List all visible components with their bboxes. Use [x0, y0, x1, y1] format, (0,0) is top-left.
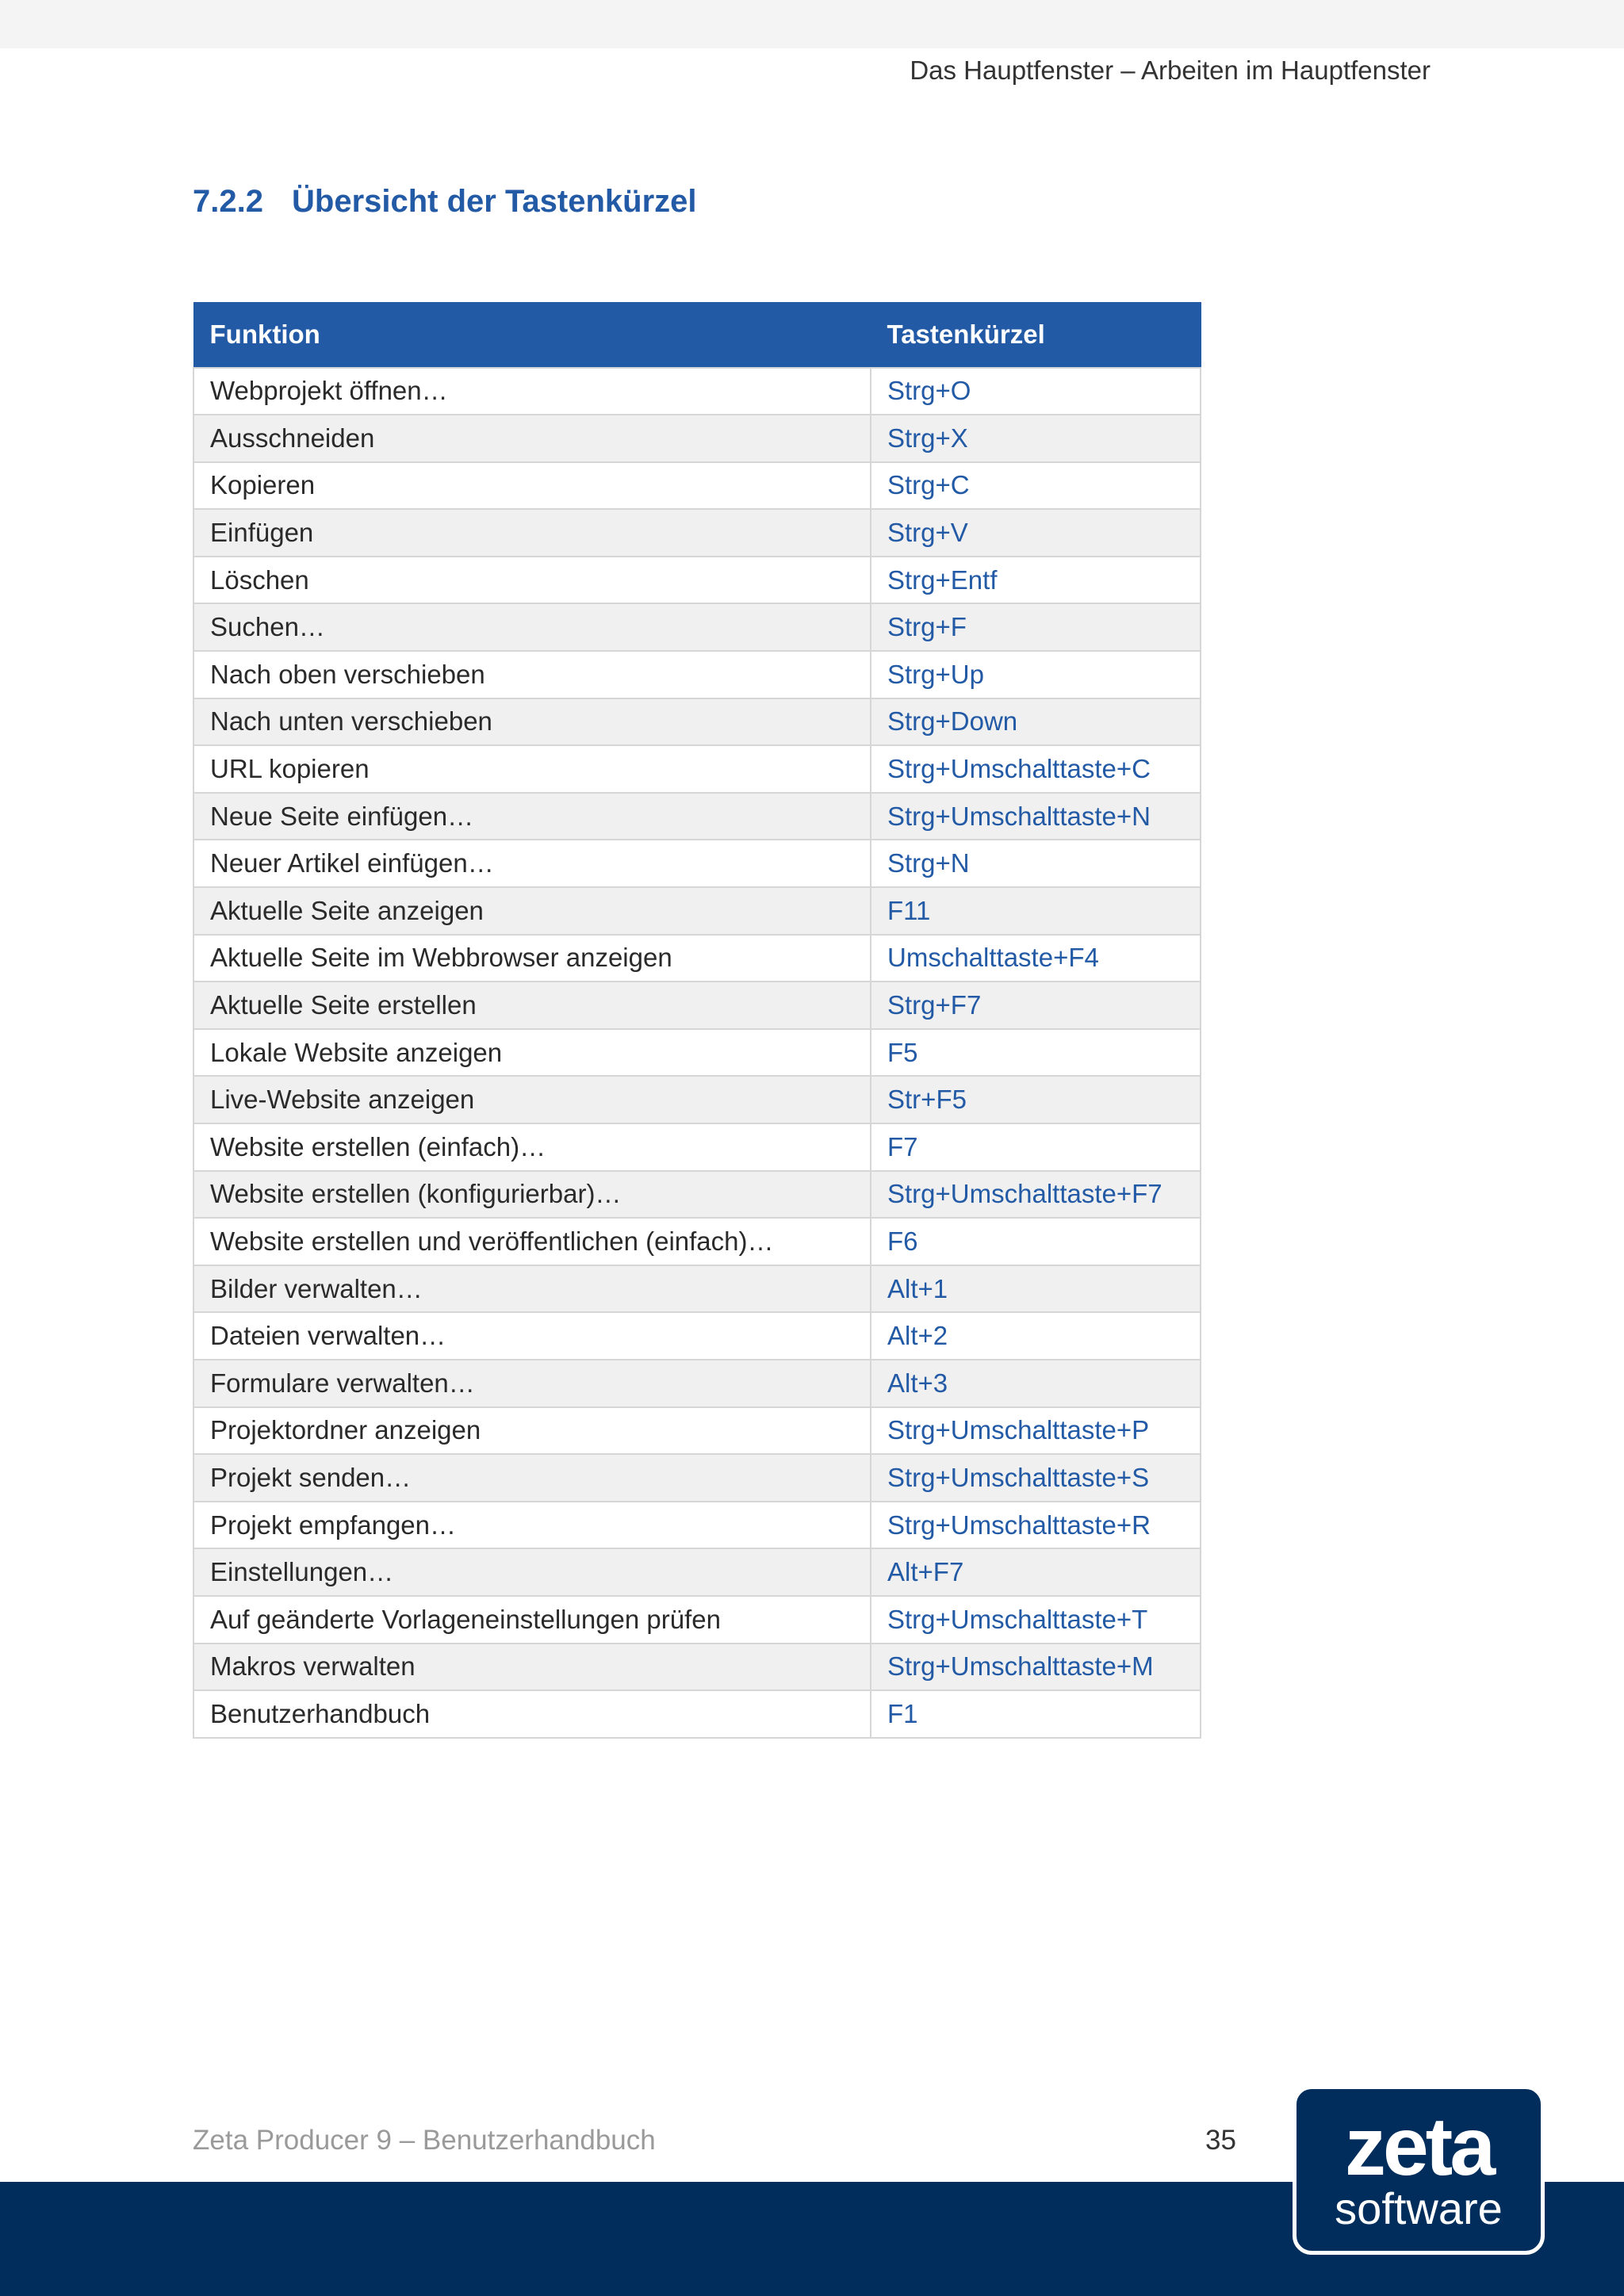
- shortcut-cell: Strg+Umschalttaste+F7: [871, 1171, 1201, 1219]
- shortcut-cell: Strg+Up: [871, 651, 1201, 698]
- shortcut-cell: Alt+3: [871, 1360, 1201, 1407]
- page-number: 35: [1205, 2125, 1236, 2156]
- table-row: [193, 1690, 1201, 1738]
- function-cell: Einstellungen…: [193, 1548, 871, 1596]
- table-row: [193, 368, 1201, 415]
- table-row: [193, 1312, 1201, 1360]
- function-cell: Einfügen: [193, 509, 871, 557]
- table-row: [193, 1218, 1201, 1265]
- function-cell: Auf geänderte Vorlageneinstellungen prüfen: [193, 1596, 871, 1644]
- table-row: [193, 793, 1201, 840]
- shortcut-cell: Strg+X: [871, 415, 1201, 462]
- shortcut-cell: Alt+1: [871, 1265, 1201, 1313]
- footer-title: Zeta Producer 9 – Benutzerhandbuch: [193, 2125, 656, 2156]
- shortcut-cell: Strg+C: [871, 462, 1201, 510]
- shortcut-cell: Strg+Umschalttaste+N: [871, 793, 1201, 840]
- shortcut-cell: Strg+F: [871, 603, 1201, 651]
- shortcut-cell: Strg+V: [871, 509, 1201, 557]
- table-row: [193, 698, 1201, 746]
- shortcut-cell: Strg+O: [871, 368, 1201, 415]
- function-cell: Ausschneiden: [193, 415, 871, 462]
- shortcut-cell: Alt+2: [871, 1312, 1201, 1360]
- function-cell: Neue Seite einfügen…: [193, 793, 871, 840]
- top-strip: [0, 0, 1624, 48]
- shortcut-cell: Strg+Down: [871, 698, 1201, 746]
- table-row: [193, 745, 1201, 793]
- function-cell: Suchen…: [193, 603, 871, 651]
- table-row: [193, 603, 1201, 651]
- shortcut-cell: F11: [871, 887, 1201, 935]
- function-cell: Live-Website anzeigen: [193, 1076, 871, 1123]
- section-heading: [193, 184, 697, 220]
- function-cell: Projekt empfangen…: [193, 1502, 871, 1549]
- table-row: [193, 1360, 1201, 1407]
- function-cell: Formulare verwalten…: [193, 1360, 871, 1407]
- function-cell: Website erstellen und veröffentlichen (einfach)…: [193, 1218, 871, 1265]
- table-row: [193, 935, 1201, 982]
- table-row: [193, 1548, 1201, 1596]
- shortcut-cell: Strg+Umschalttaste+P: [871, 1407, 1201, 1455]
- function-cell: Neuer Artikel einfügen…: [193, 840, 871, 887]
- function-cell: URL kopieren: [193, 745, 871, 793]
- table-row: [193, 1265, 1201, 1313]
- zeta-software-logo: [1293, 2085, 1545, 2255]
- shortcut-cell: Alt+F7: [871, 1548, 1201, 1596]
- table-row: [193, 415, 1201, 462]
- function-cell: Nach oben verschieben: [193, 651, 871, 698]
- running-header: Das Hauptfenster – Arbeiten im Hauptfenster: [910, 55, 1431, 85]
- logo-mark: [1297, 2089, 1541, 2251]
- column-header-function: Funktion: [193, 303, 871, 368]
- table-row: [193, 1454, 1201, 1502]
- function-cell: Webprojekt öffnen…: [193, 368, 871, 415]
- table-row: [193, 840, 1201, 887]
- shortcut-cell: Strg+N: [871, 840, 1201, 887]
- shortcut-cell: F7: [871, 1123, 1201, 1171]
- shortcut-cell: F6: [871, 1218, 1201, 1265]
- shortcut-cell: Strg+Umschalttaste+S: [871, 1454, 1201, 1502]
- function-cell: Dateien verwalten…: [193, 1312, 871, 1360]
- shortcut-cell: Strg+F7: [871, 982, 1201, 1029]
- table-row: [193, 1596, 1201, 1644]
- table-row: [193, 1171, 1201, 1219]
- function-cell: Löschen: [193, 557, 871, 604]
- table-header-row: [193, 303, 1201, 368]
- table-row: [193, 651, 1201, 698]
- table-row: [193, 1644, 1201, 1691]
- function-cell: Benutzerhandbuch: [193, 1690, 871, 1738]
- logo-text-bottom: software: [1335, 2183, 1503, 2233]
- table-row: [193, 982, 1201, 1029]
- function-cell: Nach unten verschieben: [193, 698, 871, 746]
- section-number: 7.2.2: [193, 184, 263, 219]
- logo-text-top: zeta: [1344, 2101, 1493, 2193]
- table-row: [193, 1407, 1201, 1455]
- function-cell: Website erstellen (einfach)…: [193, 1123, 871, 1171]
- shortcut-cell: Strg+Umschalttaste+R: [871, 1502, 1201, 1549]
- table-row: [193, 509, 1201, 557]
- shortcut-cell: F5: [871, 1029, 1201, 1077]
- table-row: [193, 887, 1201, 935]
- shortcut-cell: Str+F5: [871, 1076, 1201, 1123]
- table-row: [193, 557, 1201, 604]
- section-title: Übersicht der Tastenkürzel: [292, 184, 697, 219]
- table-row: [193, 1029, 1201, 1077]
- table-row: [193, 1076, 1201, 1123]
- function-cell: Website erstellen (konfigurierbar)…: [193, 1171, 871, 1219]
- shortcut-cell: Umschalttaste+F4: [871, 935, 1201, 982]
- shortcut-cell: Strg+Entf: [871, 557, 1201, 604]
- shortcut-cell: Strg+Umschalttaste+M: [871, 1644, 1201, 1691]
- function-cell: Kopieren: [193, 462, 871, 510]
- table-row: [193, 462, 1201, 510]
- shortcut-cell: Strg+Umschalttaste+C: [871, 745, 1201, 793]
- function-cell: Lokale Website anzeigen: [193, 1029, 871, 1077]
- function-cell: Aktuelle Seite im Webbrowser anzeigen: [193, 935, 871, 982]
- table-row: [193, 1123, 1201, 1171]
- shortcut-cell: Strg+Umschalttaste+T: [871, 1596, 1201, 1644]
- shortcut-table: [193, 302, 1201, 1739]
- function-cell: Aktuelle Seite erstellen: [193, 982, 871, 1029]
- function-cell: Projekt senden…: [193, 1454, 871, 1502]
- function-cell: Aktuelle Seite anzeigen: [193, 887, 871, 935]
- shortcut-cell: F1: [871, 1690, 1201, 1738]
- function-cell: Makros verwalten: [193, 1644, 871, 1691]
- function-cell: Bilder verwalten…: [193, 1265, 871, 1313]
- table-row: [193, 1502, 1201, 1549]
- function-cell: Projektordner anzeigen: [193, 1407, 871, 1455]
- column-header-shortcut: Tastenkürzel: [871, 303, 1201, 368]
